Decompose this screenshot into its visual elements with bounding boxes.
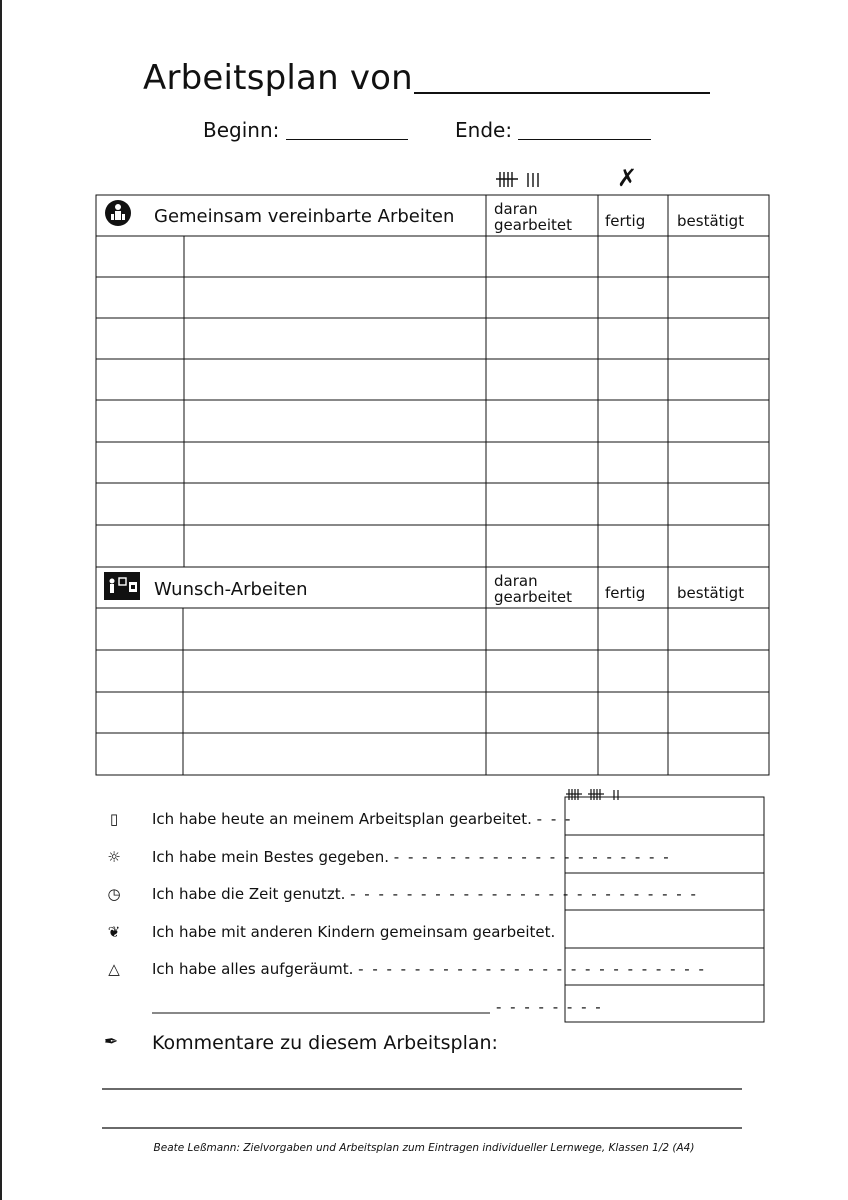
- end-label: Ende:: [455, 118, 513, 142]
- pen-icon: ✒: [104, 1032, 119, 1052]
- tidy-icon: △: [108, 960, 120, 978]
- wish-work-icon: [104, 572, 140, 600]
- col-bestaetigt-label-1: bestätigt: [677, 212, 745, 230]
- x-mark: ✗: [617, 164, 638, 192]
- blank-row-dots: - - - - - - - -: [496, 998, 603, 1016]
- tally-cell[interactable]: [566, 949, 764, 985]
- group-work-icon: [105, 200, 131, 226]
- tally-cell[interactable]: [566, 986, 764, 1022]
- tally-cell[interactable]: [566, 874, 764, 910]
- clock-icon: ◷: [107, 885, 121, 903]
- checklist-item: ▯ Ich habe heute an meinem Arbeitsplan gearbeitet. - - -: [104, 810, 572, 828]
- tally-cell[interactable]: [566, 798, 764, 835]
- begin-label: Beginn:: [203, 118, 280, 142]
- col-daran-label-1: daran gearbeitet: [494, 200, 573, 234]
- col-daran-label-2: daran gearbeitet: [494, 572, 573, 606]
- sun-icon: ☼: [107, 848, 121, 866]
- checklist-item: ☼ Ich habe mein Bestes gegeben. - - - - - - - - - - - - - - - - - - - -: [104, 848, 671, 866]
- notebook-icon: ▯: [109, 810, 119, 828]
- handshake-icon: ❦: [107, 923, 121, 941]
- checklist-item: ◷ Ich habe die Zeit genutzt. - - - - - - - - - - - - - - - - - - - - - - - - -: [104, 885, 698, 903]
- footer-credit: Beate Leßmann: Zielvorgaben und Arbeitsplan zum Eintragen individueller Lernwege, Klassen 1/2 (A4): [153, 1142, 695, 1154]
- comment-line-1[interactable]: [102, 1052, 742, 1089]
- tally-cell[interactable]: [566, 836, 764, 873]
- section1-title: Gemeinsam vereinbarte Arbeiten: [154, 206, 455, 227]
- tally-cell[interactable]: [566, 911, 764, 948]
- section2-title: Wunsch-Arbeiten: [154, 579, 308, 600]
- col-bestaetigt-label-2: bestätigt: [677, 584, 745, 602]
- col-fertig-label-1: fertig: [605, 212, 646, 230]
- page-title: Arbeitsplan von: [143, 58, 413, 98]
- comment-line-2[interactable]: [102, 1091, 742, 1128]
- comments-label: Kommentare zu diesem Arbeitsplan:: [152, 1032, 498, 1054]
- checklist-item: ❦ Ich habe mit anderen Kindern gemeinsam gearbeitet.: [104, 923, 555, 941]
- checklist-item: △ Ich habe alles aufgeräumt. - - - - - - - - - - - - - - - - - - - - - - - - -: [104, 960, 706, 978]
- col-fertig-label-2: fertig: [605, 584, 646, 602]
